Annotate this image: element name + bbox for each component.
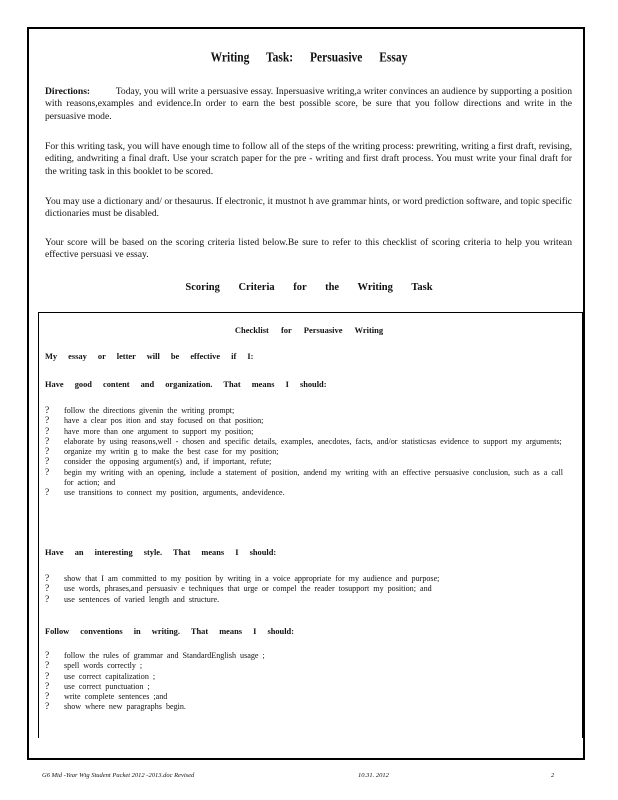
bullet-glyph: ? bbox=[45, 681, 50, 692]
list-item: ? show that I am committed to my position by writing in a voice appropriate for my audience and purpose; bbox=[45, 574, 440, 584]
list-item: ? have a clear pos ition and stay focused on that position; bbox=[45, 416, 264, 427]
footer-page-number: 2 bbox=[551, 772, 555, 779]
list-item: ? write complete sentences ;and bbox=[45, 692, 168, 703]
bullet-glyph: ? bbox=[45, 584, 50, 595]
list-item: ? have more than one argument to support my position; bbox=[45, 426, 254, 437]
bullet-glyph: ? bbox=[45, 594, 50, 605]
bullet-glyph: ? bbox=[45, 447, 50, 458]
bullet-glyph: ? bbox=[45, 692, 50, 703]
directions-paragraph-3: You may use a dictionary and/ or thesaurus. If electronic, it mustnot h ave grammar hints, or word prediction software, and topic specific dictionaries must be disabled. bbox=[45, 196, 572, 220]
scoring-criteria-heading: Scoring Criteria for the Writing Task bbox=[185, 282, 433, 293]
footer-date: 10.31. 2012 bbox=[358, 772, 389, 779]
directions-text-1: Today, you will write a persuasive essay. Inpersuasive writing,a writer convinces an audience by supporting a position with reasons,examples and evidence.In order to earn the best possible score, be sure that you follow directions and write in the persuasive mode. bbox=[45, 86, 572, 122]
list-item: ? use correct punctuation ; bbox=[45, 681, 150, 692]
directions-paragraph-2: For this writing task, you will have enough time to follow all of the steps of the writing process: prewriting, writing a first draft, revising, editing, andwriting a final draft. Use your scratch paper for the pre - writing and first draft process. You must write your final draft for the writing task in this booklet to be scored. bbox=[45, 141, 572, 177]
style-criteria-list bbox=[45, 574, 570, 605]
section-heading-style: Have an interesting style. That means I should: bbox=[45, 548, 277, 557]
list-item: ? organize my writin g to make the best case for my position; bbox=[45, 447, 279, 458]
footer-filename: G6 Mid -Year Wtg Student Packet 2012 -2013.doc Revised bbox=[42, 772, 195, 779]
list-item: ? use words, phrases,and persuasiv e techniques that urge or compel the reader tosupport my position; and bbox=[45, 584, 432, 595]
bullet-glyph: ? bbox=[45, 457, 50, 468]
checklist-intro: My essay or letter will be effective if I: bbox=[45, 352, 254, 361]
list-item: ? consider the opposing argument(s) and, if important, refute; bbox=[45, 457, 272, 468]
list-item: ? begin my writing with an opening, include a statement of position, andend my writing with an effective persuasive conclusion, such as a call for action; and bbox=[45, 467, 564, 488]
list-item: ? use correct capitalization ; bbox=[45, 671, 156, 682]
section-heading-content: Have good content and organization. That means I should: bbox=[45, 380, 327, 389]
bullet-glyph: ? bbox=[45, 574, 50, 584]
list-item: ? follow the directions givenin the writing prompt; bbox=[45, 406, 235, 416]
list-item: ? show where new paragraphs begin. bbox=[45, 702, 186, 713]
conventions-criteria-list bbox=[45, 651, 570, 713]
list-item: ? spell words correctly ; bbox=[45, 661, 143, 672]
checklist-title: Checklist for Persuasive Writing bbox=[234, 325, 384, 335]
bullet-glyph: ? bbox=[45, 671, 50, 682]
bullet-glyph: ? bbox=[45, 426, 50, 437]
section-heading-conventions: Follow conventions in writing. That means I should: bbox=[45, 627, 294, 636]
directions-paragraph-1 bbox=[45, 86, 572, 123]
content-criteria-list bbox=[45, 406, 570, 499]
bullet-glyph: ? bbox=[45, 702, 50, 713]
bullet-glyph: ? bbox=[45, 661, 50, 672]
list-item: ? use sentences of varied length and structure. bbox=[45, 594, 220, 605]
bullet-glyph: ? bbox=[45, 436, 50, 447]
bullet-glyph: ? bbox=[45, 488, 50, 499]
directions-label: Directions: bbox=[45, 86, 91, 97]
page-title: Writing Task: Persuasive Essay bbox=[210, 51, 408, 65]
bullet-glyph: ? bbox=[45, 416, 50, 427]
bullet-glyph: ? bbox=[45, 406, 50, 416]
bullet-glyph: ? bbox=[45, 651, 50, 661]
directions-paragraph-4: Your score will be based on the scoring criteria listed below.Be sure to refer to this checklist of scoring criteria to help you writean effective persuasi ve essay. bbox=[45, 237, 572, 261]
list-item: ? use transitions to connect my position, arguments, andevidence. bbox=[45, 488, 285, 499]
bullet-glyph: ? bbox=[45, 467, 50, 478]
list-item: ? elaborate by using reasons,well - chosen and specific details, examples, anecdotes, facts, and/or statisticsas evidence to support my arguments; bbox=[45, 436, 562, 447]
list-item: ? follow the rules of grammar and StandardEnglish usage ; bbox=[45, 651, 265, 661]
